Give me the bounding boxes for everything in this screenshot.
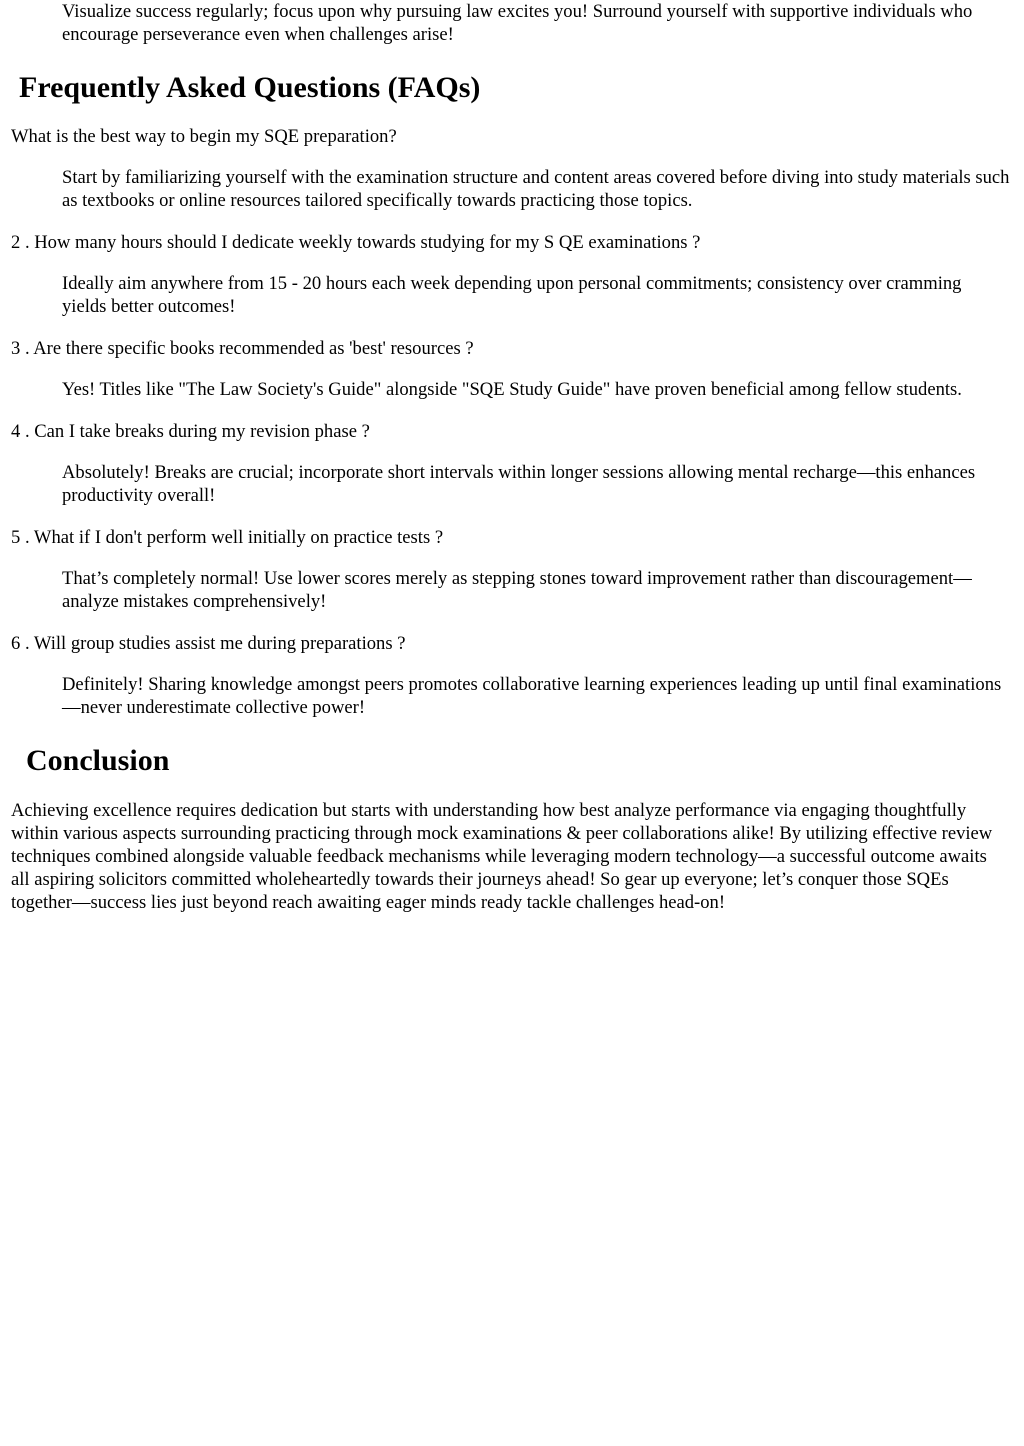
faq-answer-5: That’s completely normal! Use lower scores merely as stepping stones toward improvement rather than discouragement—analyze mistakes comprehensively! bbox=[62, 568, 972, 612]
faq-question-4: 4 . Can I take breaks during my revision phase ? bbox=[11, 421, 370, 442]
faq-answer-6: Definitely! Sharing knowledge amongst peers promotes collaborative learning experiences leading up until final examinations—never underestimate collective power! bbox=[62, 674, 1002, 718]
faq-answer-2: Ideally aim anywhere from 15 - 20 hours each week depending upon personal commitments; consistency over cramming yields better outcomes! bbox=[62, 273, 962, 317]
faq-question-6: 6 . Will group studies assist me during preparations ? bbox=[11, 633, 406, 654]
conclusion-paragraph: Achieving excellence requires dedication but starts with understanding how best analyze performance via engaging thoughtfully within various aspects surrounding practicing through mock examinations & peer collaborations alike! By utilizing effective review techniques combined alongside valuable feedback mechanisms while leveraging modern technology—a successful outcome awaits all aspiring solicitors committed wholeheartedly towards their journeys ahead! So gear up everyone; let’s conquer those SQEs together—success lies just beyond reach awaiting eager minds ready tackle challenges head-on! bbox=[11, 800, 993, 913]
faq-answer-1: Start by familiarizing yourself with the examination structure and content areas covered before diving into study materials such as textbooks or online resources tailored specifically towards practicing those topics. bbox=[62, 167, 1010, 211]
faq-question-2: 2 . How many hours should I dedicate weekly towards studying for my S QE examinations ? bbox=[11, 232, 701, 253]
faq-question-1: What is the best way to begin my SQE preparation? bbox=[11, 126, 397, 147]
faq-question-5: 5 . What if I don't perform well initially on practice tests ? bbox=[11, 527, 444, 548]
faq-question-3: 3 . Are there specific books recommended as 'best' resources ? bbox=[11, 338, 474, 359]
faq-answer-3: Yes! Titles like "The Law Society's Guide" alongside "SQE Study Guide" have proven beneficial among fellow students. bbox=[62, 379, 962, 400]
faq-list bbox=[11, 125, 1010, 719]
faq-answer-4: Absolutely! Breaks are crucial; incorporate short intervals within longer sessions allowing mental recharge—this enhances productivity overall! bbox=[62, 462, 976, 506]
faq-heading: Frequently Asked Questions (FAQs) bbox=[19, 71, 481, 104]
intro-paragraph: Visualize success regularly; focus upon why pursuing law excites you! Surround yourself with supportive individuals who encourage perseverance even when challenges arise! bbox=[62, 1, 973, 45]
conclusion-heading: Conclusion bbox=[26, 744, 170, 777]
